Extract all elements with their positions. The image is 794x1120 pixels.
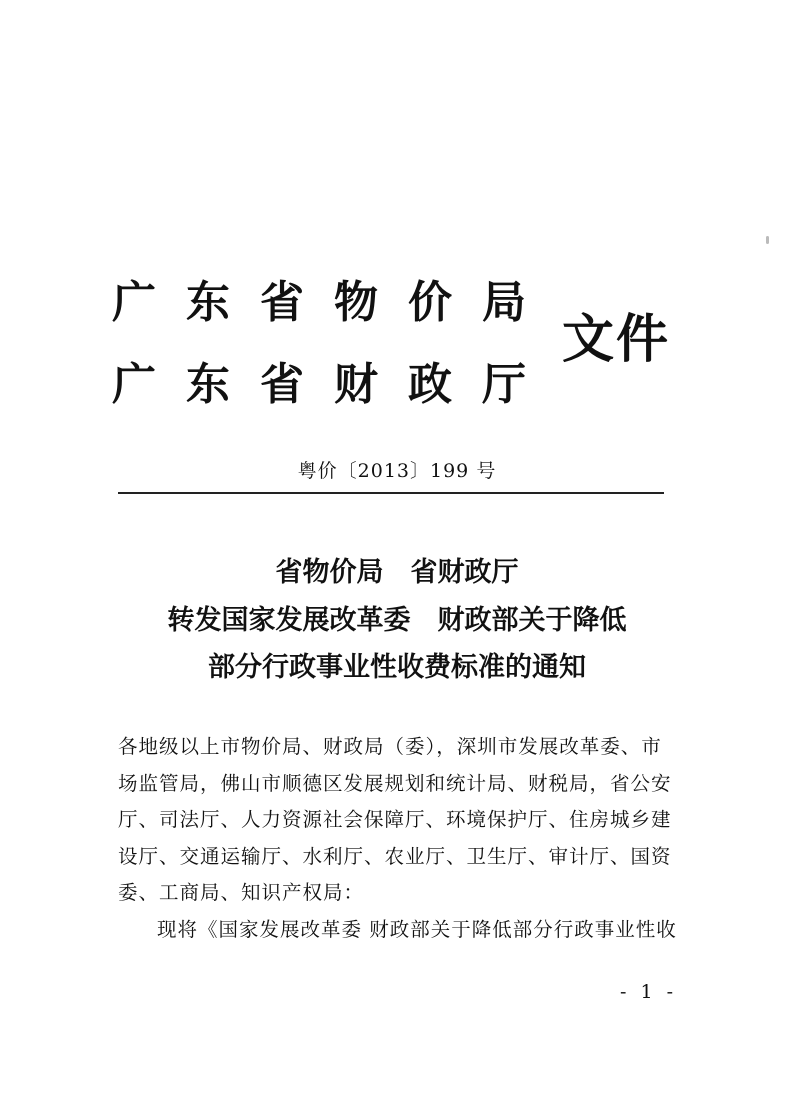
title-line-2: 转发国家发展改革委 财政部关于降低 xyxy=(167,605,627,636)
body-paragraph: 现将《国家发展改革委 财政部关于降低部分行政事业性收 xyxy=(157,917,677,941)
document-body xyxy=(118,729,678,948)
title-line-3: 部分行政事业性收费标准的通知 xyxy=(208,652,586,683)
recipients-paragraph: 各地级以上市物价局、财政局（委），深圳市发展改革委、市场监管局，佛山市顺德区发展规划和统计局、财税局，省公安厅、司法厅、人力资源社会保障厅、环境保护厅、住房城乡建设厅、交通运输厅、水利厅、农业厅、卫生厅、审计厅、国资委、工商局、知识产权局： xyxy=(118,735,672,904)
issuer-finance-department: 广东省财政厅 xyxy=(112,359,556,410)
document-number: 粤价〔2013〕199 号 xyxy=(297,460,497,482)
issuer-price-bureau: 广东省物价局 xyxy=(112,277,556,328)
document-word: 文件 xyxy=(562,309,671,370)
scan-speck xyxy=(766,236,769,244)
title-line-1: 省物价局 省财政厅 xyxy=(275,557,519,588)
header-divider xyxy=(118,492,664,494)
page-number: - 1 - xyxy=(620,981,678,1003)
